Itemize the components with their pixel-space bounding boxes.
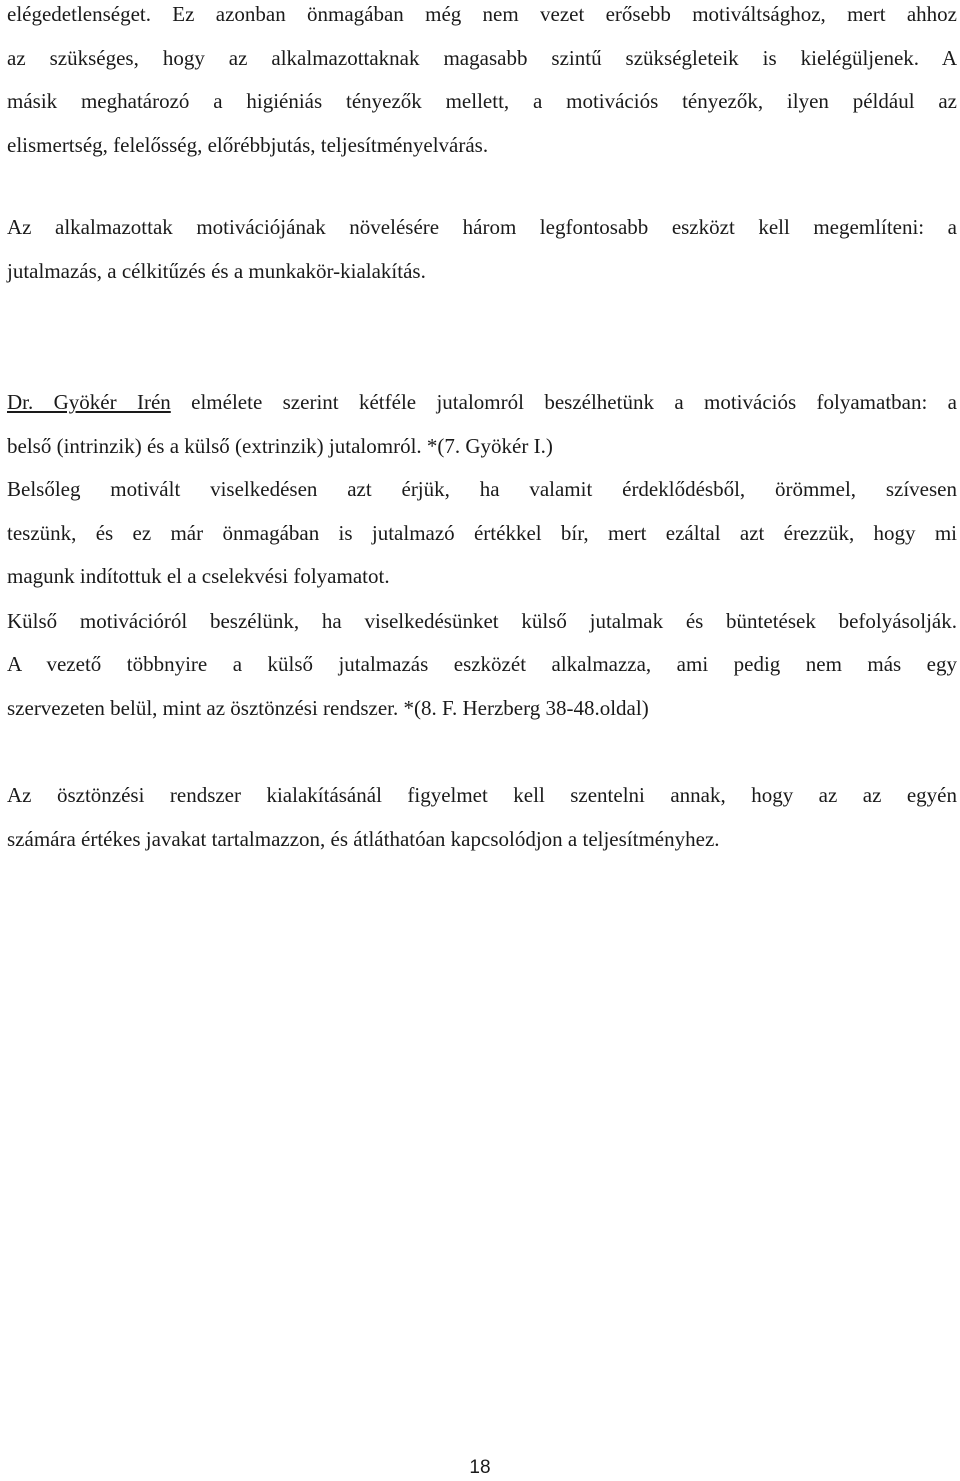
paragraph-incentive-system	[7, 643, 957, 730]
text-line: Az ösztönzési rendszer kialakításánál figyelmet kell szentelni annak, hogy az az egyén	[7, 783, 957, 807]
text-line: belső (intrinzik) és a külső (extrinzik) jutalomról. *(7. Gyökér I.)	[7, 433, 553, 458]
text-line: másik meghatározó a higiéniás tényezők mellett, a motivációs tényezők, ilyen például az	[7, 89, 957, 113]
paragraph-extrinsic-motivation	[7, 600, 957, 644]
text-line: az szükséges, hogy az alkalmazottaknak magasabb szintű szükségleteik is kielégüljenek. A	[7, 45, 957, 70]
text-line: számára értékes javakat tartalmazzon, és átláthatóan kapcsolódjon a teljesítményhez.	[7, 826, 720, 851]
text-fragment: elmélete szerint kétféle jutalomról beszélhetünk a motivációs folyamatban: a	[170, 390, 957, 414]
page-number: 18	[469, 1457, 491, 1478]
text-line: A vezető többnyire a külső jutalmazás eszközét alkalmazza, ami pedig nem más egy	[7, 652, 957, 676]
paragraph-motivation-tools	[7, 206, 957, 293]
text-line: teszünk, és ez már önmagában is jutalmazó értékkel bír, mert ezáltal azt érezzük, hogy mi	[7, 520, 957, 545]
paragraph-intrinsic-motivation	[7, 468, 957, 599]
paragraph-herzberg-continuation	[7, 0, 957, 167]
text-line: Az alkalmazottak motivációjának növelésére három legfontosabb eszközt kell megemlíteni: a	[7, 215, 957, 239]
text-line: jutalmazás, a célkitűzés és a munkakör-kialakítás.	[7, 258, 426, 283]
paragraph-gyoker-theory	[7, 381, 957, 468]
paragraph-incentive-design	[7, 774, 957, 861]
text-line: szervezeten belül, mint az ösztönzési rendszer. *(8. F. Herzberg 38-48.oldal)	[7, 695, 649, 720]
text-line	[7, 381, 957, 425]
text-line: magunk indítottuk el a cselekvési folyamatot.	[7, 564, 390, 588]
author-name: Dr. Gyökér Irén	[7, 390, 171, 414]
text-line: elégedetlenséget. Ez azonban önmagában még nem vezet erősebb motiváltsághoz, mert ahhoz	[7, 2, 957, 26]
text-line: elismertség, felelősség, előrébbjutás, teljesítményelvárás.	[7, 132, 489, 157]
text-line: Belsőleg motivált viselkedésen azt érjük, ha valamit érdeklődésből, örömmel, szívesen	[7, 477, 957, 501]
text-line: Külső motivációról beszélünk, ha viselkedésünket külső jutalmak és büntetések befolyásolják.	[7, 609, 957, 633]
